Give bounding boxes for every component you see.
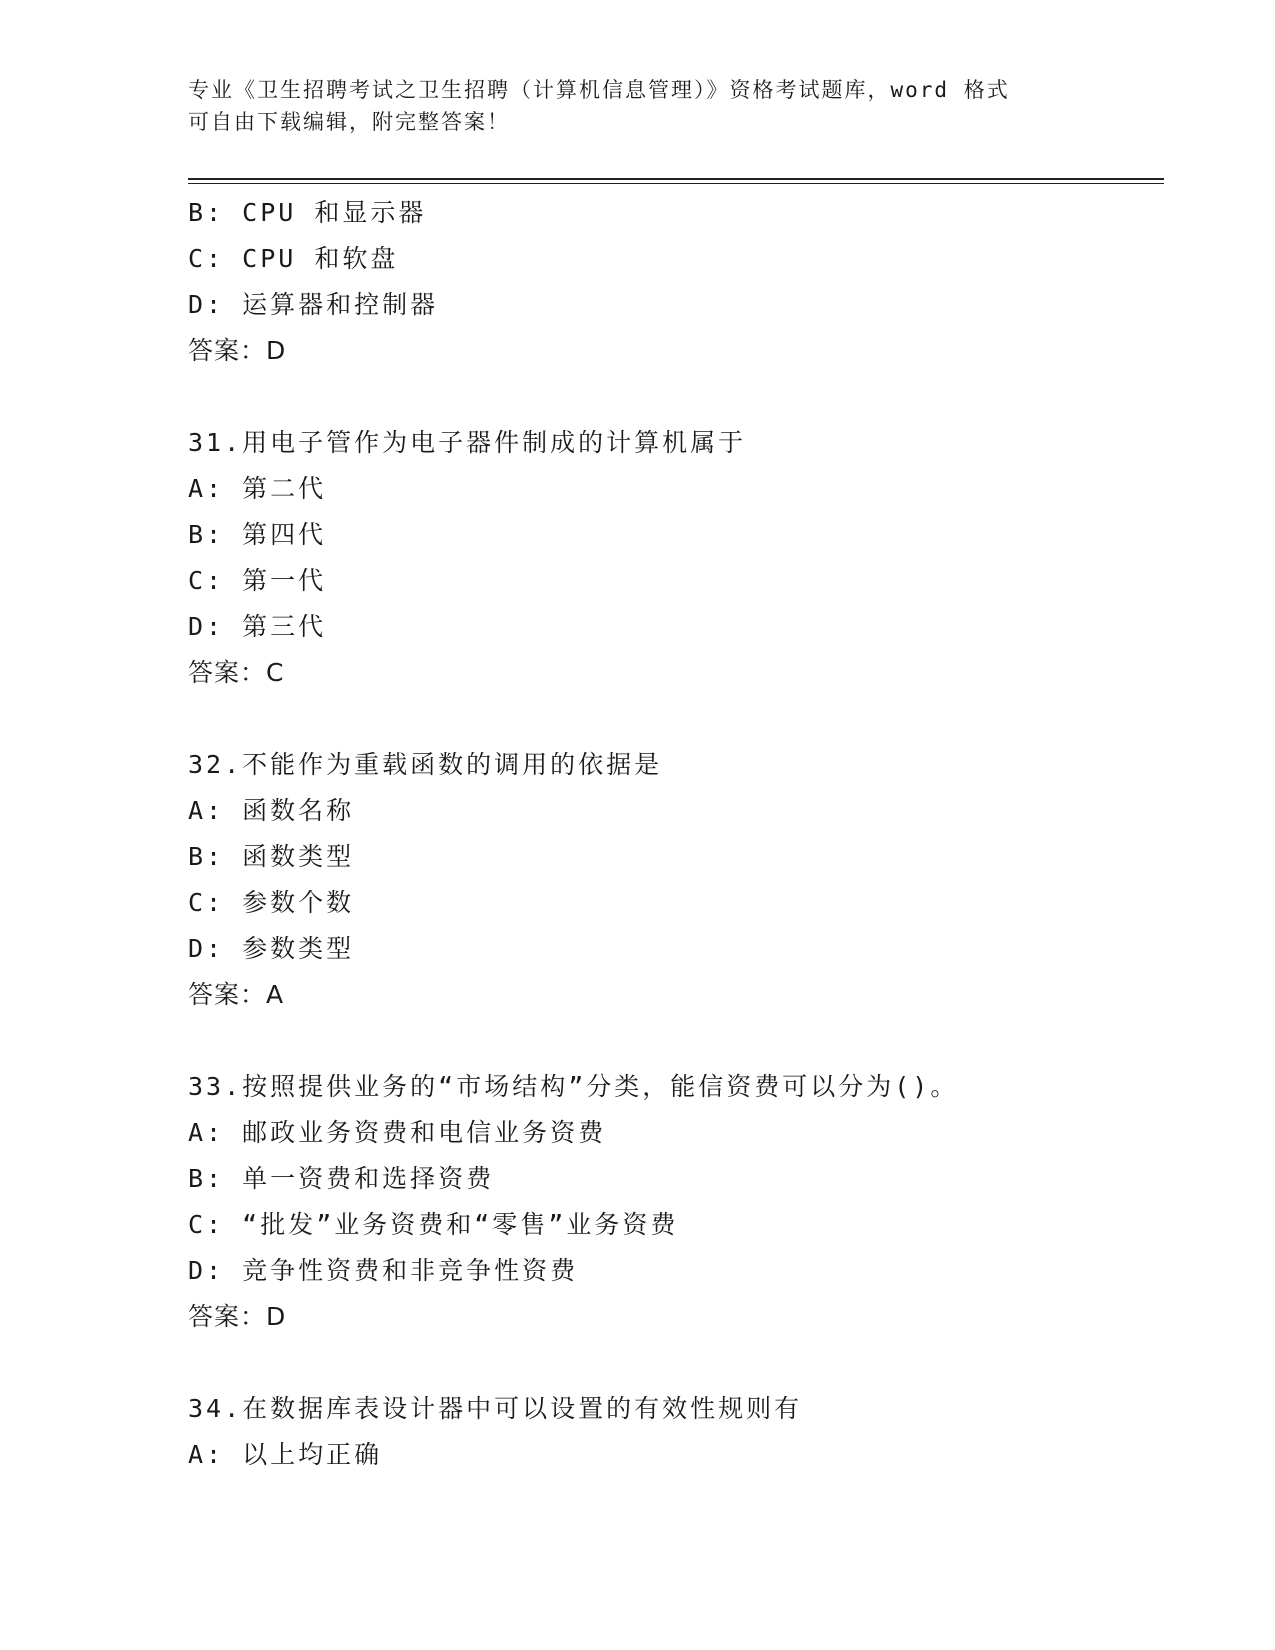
header-divider [188, 178, 1164, 184]
question-stem: 33.按照提供业务的“市场结构”分类，能信资费可以分为()。 [188, 1072, 959, 1101]
option-c: C: “批发”业务资费和“零售”业务资费 [188, 1210, 679, 1239]
question-stem: 34.在数据库表设计器中可以设置的有效性规则有 [188, 1394, 803, 1423]
question-list [188, 190, 1168, 1478]
option-c: C: 参数个数 [188, 888, 355, 917]
answer-line: 答案：A [188, 980, 285, 1009]
option-d: D: 第三代 [188, 612, 327, 641]
option-a: A: 函数名称 [188, 796, 355, 825]
option-b: B: CPU 和显示器 [188, 198, 427, 227]
header-subtitle-line: 可自由下载编辑，附完整答案！ [188, 110, 510, 134]
option-b: B: 函数类型 [188, 842, 355, 871]
spacer [188, 1018, 1168, 1064]
option-c: C: CPU 和软盘 [188, 244, 399, 273]
option-d: D: 运算器和控制器 [188, 290, 439, 319]
option-d: D: 竞争性资费和非竞争性资费 [188, 1256, 579, 1285]
option-d: D: 参数类型 [188, 934, 355, 963]
spacer [188, 374, 1168, 420]
question-34 [188, 1386, 1168, 1478]
question-partial [188, 190, 1168, 374]
option-a: A: 邮政业务资费和电信业务资费 [188, 1118, 607, 1147]
answer-line: 答案：D [188, 1302, 287, 1331]
option-b: B: 第四代 [188, 520, 327, 549]
answer-line: 答案：C [188, 658, 285, 687]
question-31 [188, 420, 1168, 696]
spacer [188, 696, 1168, 742]
option-c: C: 第一代 [188, 566, 327, 595]
option-a: A: 以上均正确 [188, 1440, 383, 1469]
option-b: B: 单一资费和选择资费 [188, 1164, 495, 1193]
document-header [188, 74, 1088, 138]
question-33 [188, 1064, 1168, 1340]
question-stem: 32.不能作为重载函数的调用的依据是 [188, 750, 663, 779]
question-32 [188, 742, 1168, 1018]
question-stem: 31.用电子管作为电子器件制成的计算机属于 [188, 428, 747, 457]
spacer [188, 1340, 1168, 1386]
option-a: A: 第二代 [188, 474, 327, 503]
answer-line: 答案：D [188, 336, 287, 365]
header-title-line: 专业《卫生招聘考试之卫生招聘（计算机信息管理）》资格考试题库，word 格式 [188, 78, 1010, 102]
